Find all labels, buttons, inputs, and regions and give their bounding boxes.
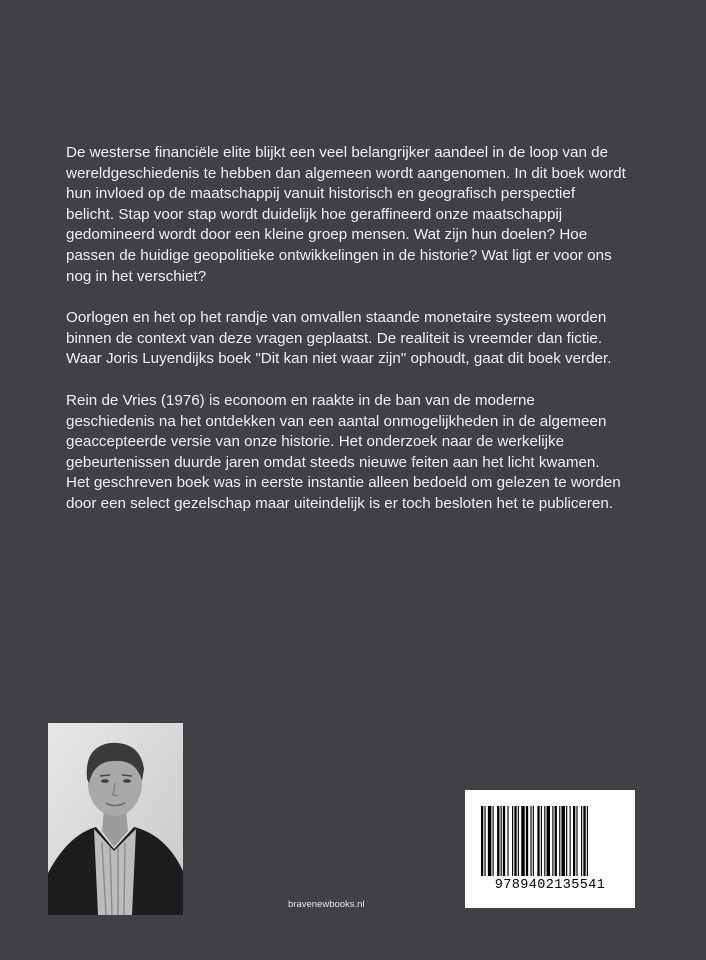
barcode-bar bbox=[503, 806, 505, 876]
barcode-bar bbox=[555, 806, 557, 876]
barcode-bar bbox=[507, 806, 508, 876]
paragraph-intro: De westerse financiële elite blijkt een veel belangrijker aandeel in de loop van de wereldgeschiedenis te hebben dan algemeen wordt aangenomen. In dit boek wordt hun invloed op de maatschappij vanuit historisch en geografisch perspectief belicht. Stap voor stap wordt duidelijk hoe geraffineerd onze maatschappij gedomineerd wordt door een kleine groep mensen. Wat zijn hun doelen? Hoe passen de huidige geopolitieke ontwikkelingen in de historie? Wat ligt er voor ons nog in het verschiet? bbox=[66, 144, 626, 285]
barcode-bar bbox=[521, 806, 524, 876]
barcode-bar bbox=[559, 806, 560, 876]
barcode-bar bbox=[547, 806, 550, 876]
barcode-bar bbox=[497, 806, 499, 876]
barcode-bar bbox=[514, 806, 516, 876]
barcode-bar bbox=[537, 806, 539, 876]
barcode-bar bbox=[583, 806, 585, 876]
barcode-bar bbox=[484, 806, 485, 876]
paragraph-author-bio: Rein de Vries (1976) is econoom en raakte in de ban van de moderne geschiedenis na het ontdekken van een aantal onmogelijkheden in de algemeen geaccepteerde versie van onze historie. Het onderzoek naar de werkelijke gebeurtenissen duurde jaren omdat steeds nieuwe feiten aan het licht kwamen. Het geschreven boek was in eerste instantie alleen bedoeld om gelezen te worden door een select gezelschap maar uiteindelijk is er toch besloten het te publiceren. bbox=[66, 391, 621, 512]
barcode-bar bbox=[562, 806, 565, 876]
barcode-bar bbox=[552, 806, 553, 876]
barcode-bar bbox=[530, 806, 531, 876]
barcode-bar bbox=[501, 806, 502, 876]
isbn-barcode bbox=[465, 790, 635, 908]
barcode-bar bbox=[587, 806, 588, 876]
paragraph-context: Oorlogen en het op het randje van omvallen staande monetaire systeem worden binnen de context van deze vragen geplaatst. De realiteit is vreemder dan fictie. Waar Joris Luyendijks boek "Dit kan niet waar zijn" ophoudt, gaat dit boek verder. bbox=[66, 309, 612, 368]
barcode-bar bbox=[512, 806, 513, 876]
author-portrait-image bbox=[48, 723, 183, 915]
barcode-bars bbox=[481, 806, 619, 876]
barcode-bar bbox=[533, 806, 534, 876]
barcode-bar bbox=[541, 806, 542, 876]
barcode-bar bbox=[573, 806, 575, 876]
author-photo bbox=[48, 723, 183, 915]
barcode-bar bbox=[570, 806, 571, 876]
isbn-number: 9789402135541 bbox=[494, 878, 606, 893]
barcode-bar bbox=[526, 806, 528, 876]
barcode-bar bbox=[544, 806, 545, 876]
barcode-bar bbox=[566, 806, 567, 876]
barcode-bar bbox=[581, 806, 582, 876]
back-cover-text bbox=[66, 143, 626, 536]
publisher-website: bravenewbooks.nl bbox=[288, 899, 365, 910]
barcode-bar bbox=[481, 806, 483, 876]
barcode-bar bbox=[493, 806, 494, 876]
barcode-bar bbox=[576, 806, 577, 876]
barcode-bar bbox=[488, 806, 491, 876]
barcode-bar bbox=[518, 806, 519, 876]
